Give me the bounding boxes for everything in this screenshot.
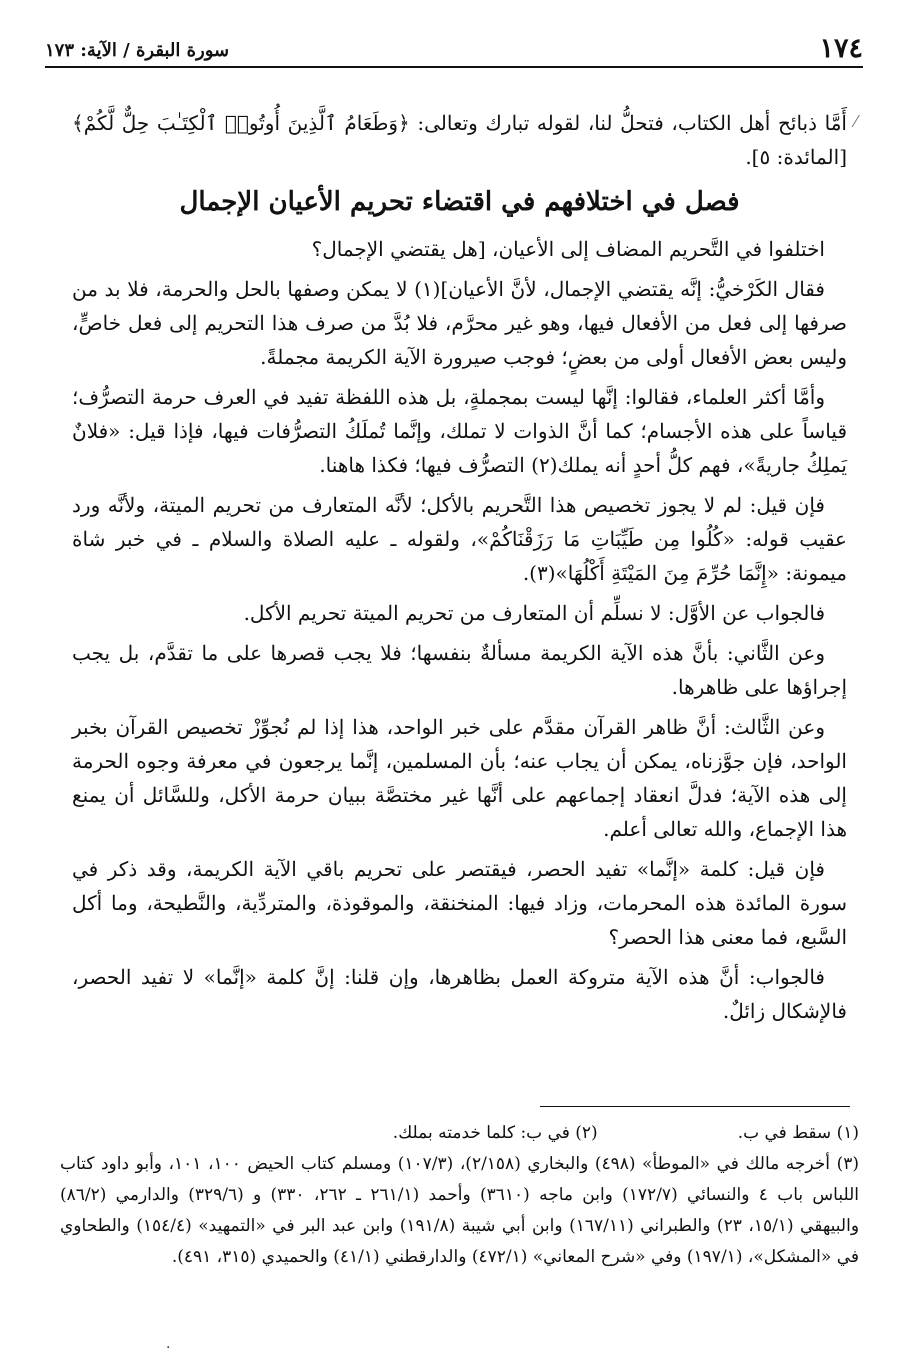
footnotes <box>60 1118 859 1273</box>
intro-paragraph: أَمَّا ذبائح أهل الكتاب، فتحلُّ لنا، لقوله تبارك وتعالى: ﴿وَطَعَامُ ٱلَّذِينَ أُوتُوا۟ ٱلْكِتَـٰبَ حِلٌّ لَّكُمْ﴾ [المائدة: ٥]. <box>72 111 847 169</box>
section-heading: فصل في اختلافهم في اقتضاء تحريم الأعيان الإجمال <box>179 187 740 217</box>
page-header <box>45 30 863 68</box>
paragraph-1: اختلفوا في التَّحريم المضاف إلى الأعيان، [هل يقتضي الإجمال؟ <box>311 237 825 261</box>
main-text <box>72 106 847 1034</box>
footnote-2: (٢) في ب: كلما خدمته بملك. <box>392 1123 598 1143</box>
footnote-row <box>60 1118 859 1149</box>
paragraph-5: فالجواب عن الأوَّل: لا نسلِّم أن المتعارف من تحريم الميتة تحريم الأكل. <box>243 601 825 625</box>
paragraph-6: وعن الثَّاني: بأنَّ هذه الآية الكريمة مسألةٌ بنفسها؛ فلا يجب قصرها على ما تقدَّم، بل يجب إجراؤها على ظاهرها. <box>72 641 847 699</box>
footnote-1: (١) سقط في ب. <box>737 1123 859 1143</box>
margin-mark-icon: ⁄ <box>854 112 857 131</box>
paragraph-7: وعن الثَّالث: أنَّ ظاهر القرآن مقدَّم على خبر الواحد، هذا إذا لم نُجوِّزْ تخصيص القرآن بخبر الواحد، فإن جوَّزناه، يمكن أن يجاب عنه؛ بأن المسلمين، إنَّما يرجعون في معرفة وجوه الحرمة إلى هذه الآية؛ فدلَّ انعقاد إجماعهم على أنَّها غير مختصَّة ببيان حرمة الأكل، وللسَّائل أن يمنع هذا الإجماع، والله تعالى أعلم. <box>72 715 847 841</box>
paragraph-4: فإن قيل: لم لا يجوز تخصيص هذا التَّحريم بالأكل؛ لأنَّه المتعارف من تحريم الميتة، ولأنَّه ورد عقيب قوله: «كُلُوا مِن طَيِّبَاتِ مَا رَزَقْنَاكُمْ»، ولقوله ـ عليه الصلاة والسلام ـ في خبر شاة ميمونة: «إِنَّمَا حُرِّمَ مِنَ المَيْتَةِ أَكْلُهَا»(٣). <box>72 493 847 585</box>
stray-dot: . <box>166 1336 171 1352</box>
paragraph-2: فقال الكَرْخيُّ: إنَّه يقتضي الإجمال، لأنَّ الأعيان](١) لا يمكن وصفها بالحل والحرمة، فلا بد من صرفها إلى فعل من الأفعال فيها، وهو غير محرَّم، فلا بُدَّ من صرف هذا التحريم إلى فعل خاصٍّ، وليس بعض الأفعال أولى من بعضٍ؛ فوجب صيرورة الآية الكريمة مجملةً. <box>72 277 847 369</box>
footnote-3: (٣) أخرجه مالك في «الموطأ» (٤٩٨) والبخاري (٢/١٥٨)، (١٠٧/٣) ومسلم كتاب الحيض ١٠٠، ١٠١، وأبو داود كتاب اللباس باب ٤ والنسائي (١٧٢/٧) وابن ماجه (٣٦١٠) وأحمد (٢٦١/١ ـ ٢٦٢، ٣٣٠) و (٣٢٩/٦) والدارمي (٨٦/٢) والبيهقي (١٥/١، ٢٣) والطبراني (١٦٧/١١) وابن أبي شيبة (١٩١/٨) وابن عبد البر في «التمهيد» (١٥٤/٤) والطحاوي في «المشكل»، (١٩٧/١) وفي «شرح المعاني» (٤٧٢/١) والدارقطني (٤١/١) والحميدي (٣١٥، ٤٩١). <box>60 1154 860 1267</box>
footnote-separator <box>540 1106 850 1107</box>
running-title: سورة البقرة / الآية: ١٧٣ <box>45 40 230 61</box>
page-number: ١٧٤ <box>819 33 863 64</box>
paragraph-8: فإن قيل: كلمة «إنَّما» تفيد الحصر، فيقتصر على تحريم باقي الآية الكريمة، وقد ذكر في سورة المائدة هذه المحرمات، وزاد فيها: المنخنقة، والموقوذة، والمتردِّية، والنَّطيحة، وما أكل السَّبع، فما معنى هذا الحصر؟ <box>72 857 847 949</box>
paragraph-3: وأمَّا أكثر العلماء، فقالوا: إنَّها ليست بمجملةٍ، بل هذه اللفظة تفيد في العرف حرمة التصرُّف؛ قياساً على هذه الأجسام؛ كما أنَّ الذوات لا تملك، وإنَّما تُملَكُ التصرُّفات فيها، فإذا قيل: «فلانٌ يَملِكُ جاريةً»، فهم كلُّ أحدٍ أنه يملك(٢) التصرُّف فيها؛ فكذا هاهنا. <box>72 385 847 477</box>
paragraph-9: فالجواب: أنَّ هذه الآية متروكة العمل بظاهرها، وإن قلنا: إنَّ كلمة «إنَّما» لا تفيد الحصر، فالإشكال زائلٌ. <box>72 965 847 1023</box>
